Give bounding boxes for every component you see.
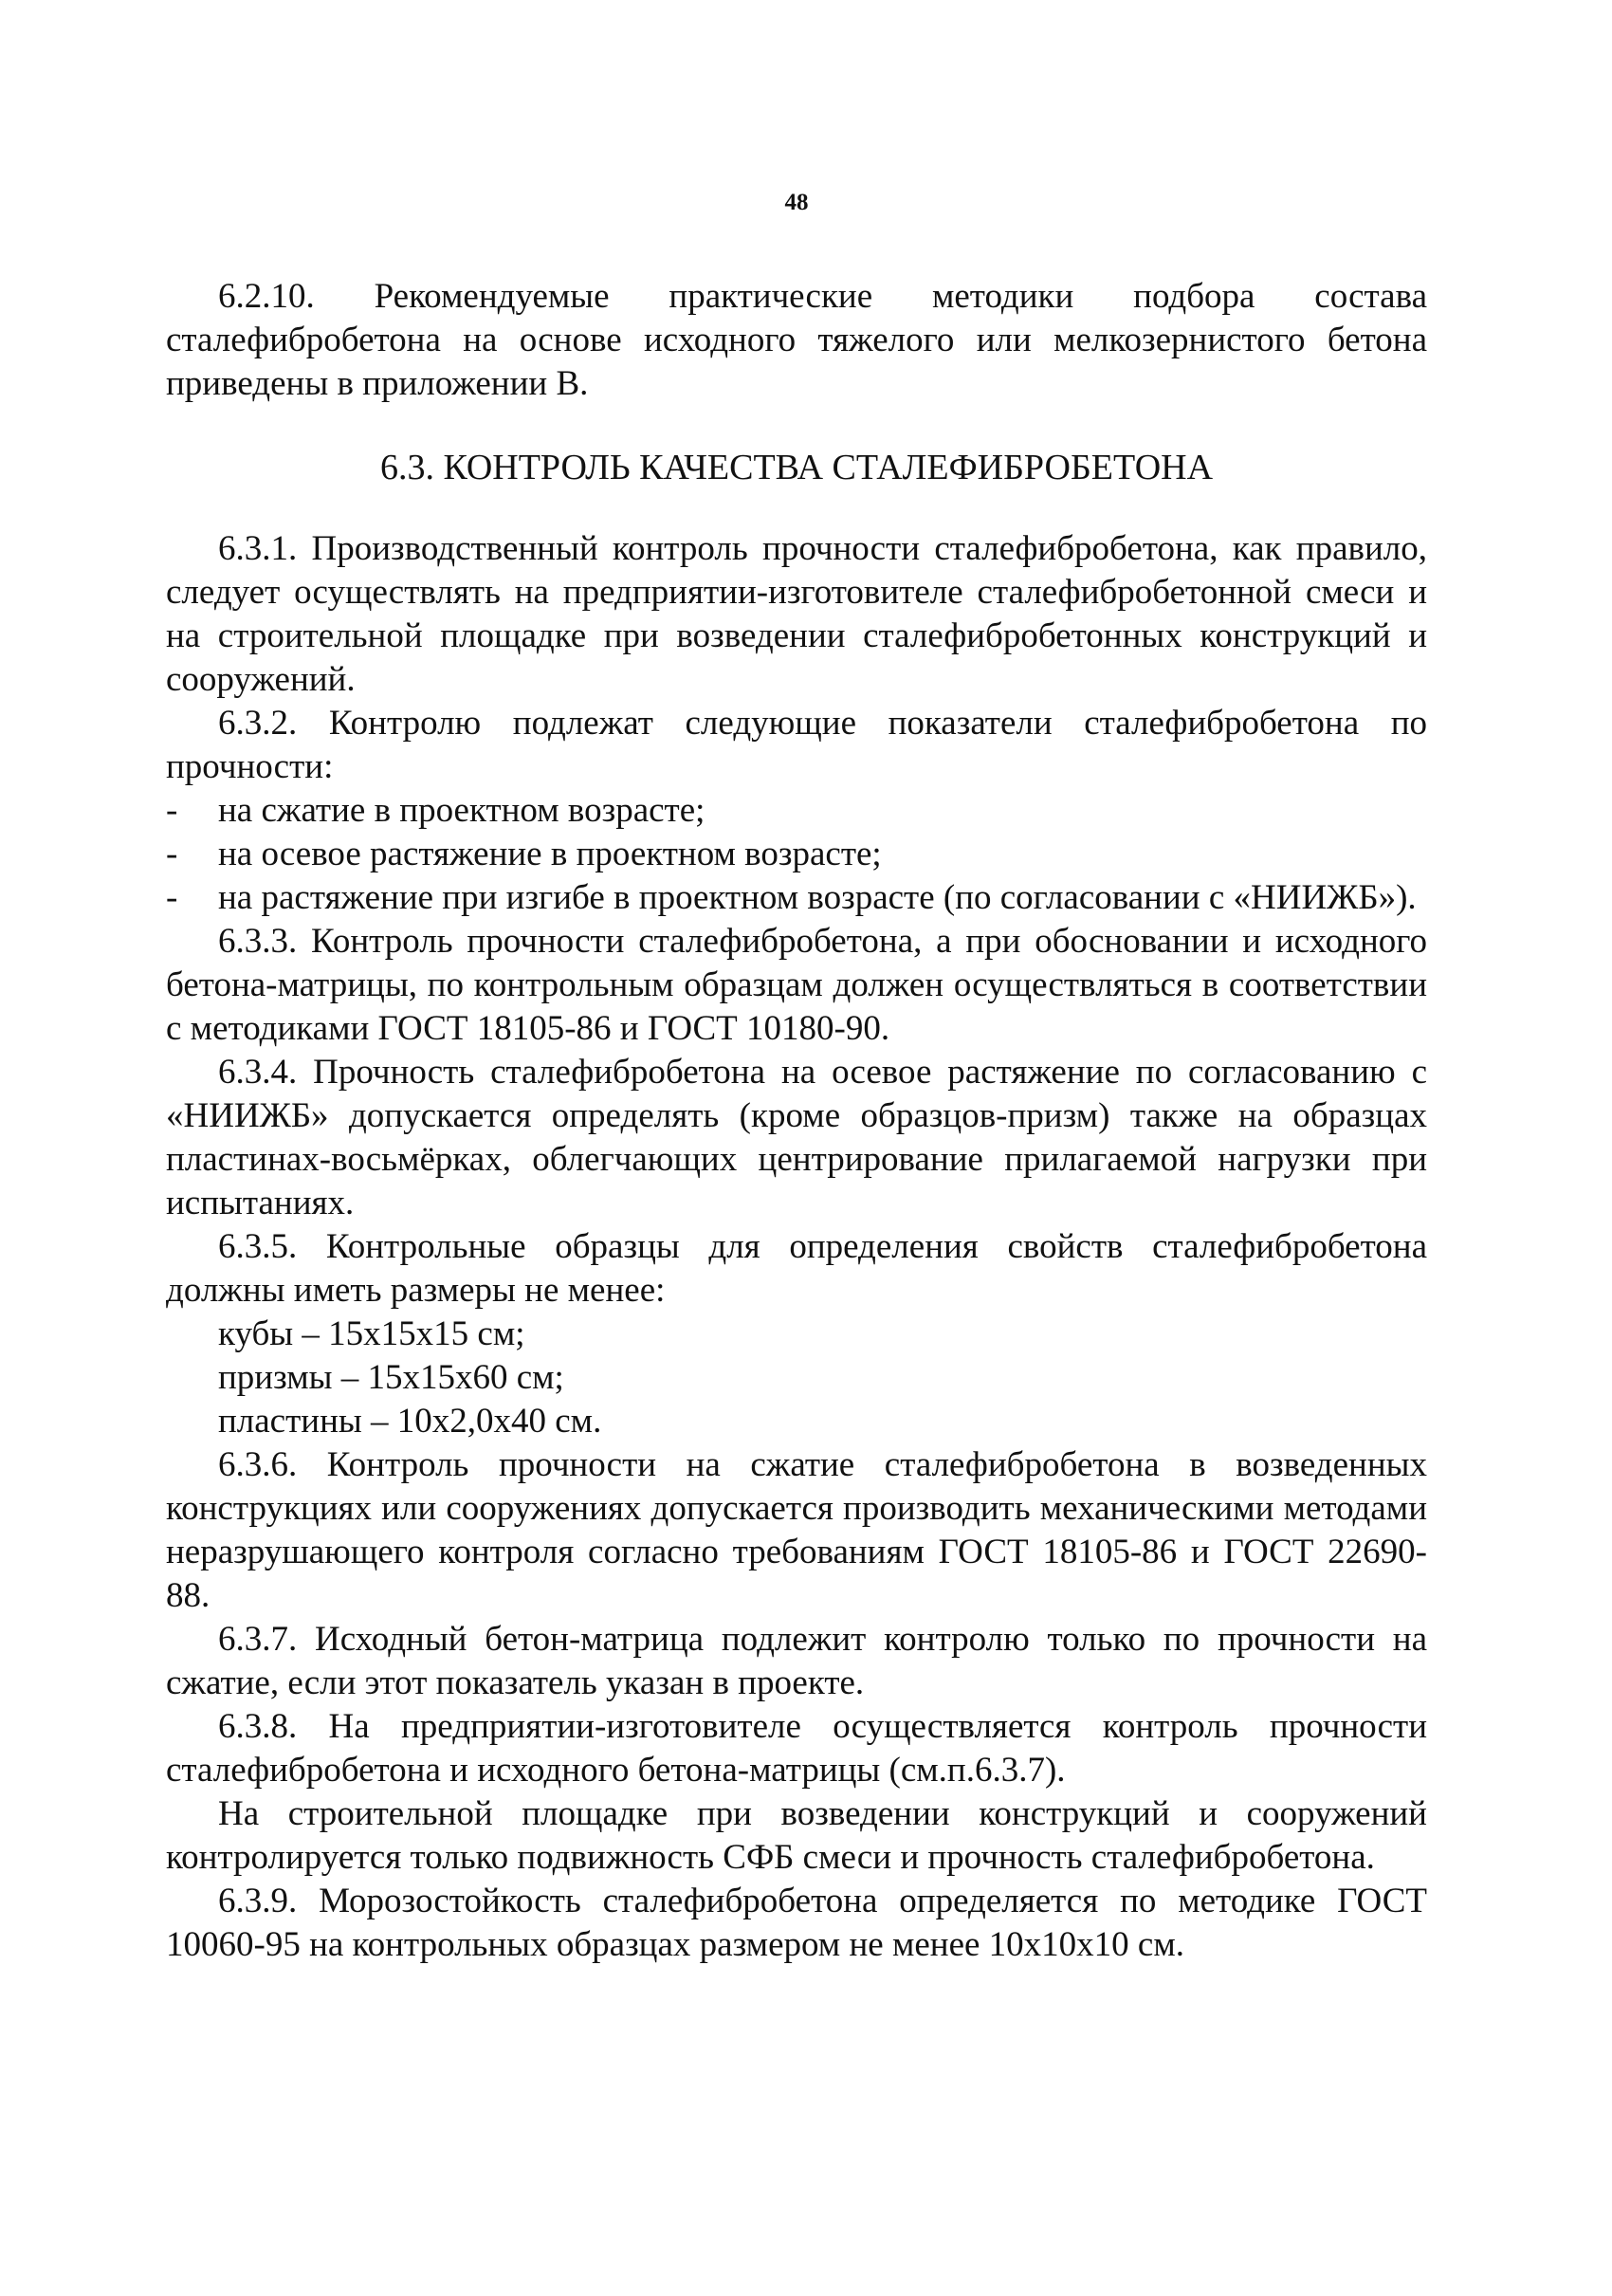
list-item: [166, 833, 1427, 876]
section-title: 6.3. КОНТРОЛЬ КАЧЕСТВА СТАЛЕФИБРОБЕТОНА: [379, 448, 1214, 487]
paragraph-6-3-5: 6.3.5. Контрольные образцы для определения свойств сталефибробетона должны иметь размеры не менее:: [166, 1227, 1427, 1310]
list-item-text: на сжатие в проектном возрасте;: [218, 791, 705, 830]
paragraph-6-3-8-continued: На строительной площадке при возведении конструкций и сооружений контролируется только подвижность СФБ смеси и прочность сталефибробетона.: [166, 1794, 1427, 1877]
paragraph-6-2-10: 6.2.10. Рекомендуемые практические методики подбора состава сталефибробетона на основе исходного тяжелого или мелкозернистого бетона приведены в приложении В.: [166, 277, 1427, 403]
paragraph-6-3-2: 6.3.2. Контролю подлежат следующие показатели сталефибробетона по прочности:: [166, 704, 1427, 786]
list-dash: -: [166, 791, 178, 830]
page-number: 48: [784, 190, 809, 215]
size-prisms: призмы – 15х15х60 см;: [218, 1358, 564, 1397]
document-page: [166, 0, 1427, 2296]
list-item: [166, 789, 1427, 833]
list-item-text: на осевое растяжение в проектном возрасте;: [218, 835, 882, 873]
paragraph-6-3-8: 6.3.8. На предприятии-изготовителе осуществляется контроль прочности сталефибробетона и исходного бетона-матрицы (см.п.6.3.7).: [166, 1707, 1427, 1790]
size-plates: пластины – 10х2,0х40 см.: [218, 1402, 602, 1441]
strength-indicators-list: [166, 789, 1427, 920]
paragraph-6-3-6: 6.3.6. Контроль прочности на сжатие сталефибробетона в возведенных конструкциях или сооружениях допускается производить механическими методами неразрушающего контроля согласно требованиям ГОСТ 18105-86 и ГОСТ 22690-88.: [166, 1445, 1427, 1615]
document-body: [166, 275, 1427, 1967]
paragraph-6-3-9: 6.3.9. Морозостойкость сталефибробетона определяется по методике ГОСТ 10060-95 на контрольных образцах размером не менее 10х10х10 см.: [166, 1882, 1427, 1964]
list-dash: -: [166, 835, 178, 873]
paragraph-6-3-4: 6.3.4. Прочность сталефибробетона на осевое растяжение по согласованию с «НИИЖБ» допускается определять (кроме образцов-призм) также на образцах пластинах-восьмёрках, облегчающих центрирование прилагаемой нагрузки при испытаниях.: [166, 1053, 1427, 1222]
size-cubes: кубы – 15х15х15 см;: [218, 1314, 525, 1353]
paragraph-6-3-7: 6.3.7. Исходный бетон-матрица подлежит контролю только по прочности на сжатие, если этот показатель указан в проекте.: [166, 1620, 1427, 1702]
paragraph-6-3-1: 6.3.1. Производственный контроль прочности сталефибробетона, как правило, следует осуществлять на предприятии-изготовителе сталефибробетонной смеси и на строительной площадке при возведении сталефибробетонных конструкций и сооружений.: [166, 529, 1427, 699]
list-item: [166, 876, 1427, 920]
paragraph-6-3-3: 6.3.3. Контроль прочности сталефибробетона, а при обосновании и исходного бетона-матрицы, по контрольным образцам должен осуществляться в соответствии с методиками ГОСТ 18105-86 и ГОСТ 10180-90.: [166, 922, 1427, 1048]
list-dash: -: [166, 878, 178, 917]
list-item-text: на растяжение при изгибе в проектном возрасте (по согласовании с «НИИЖБ»).: [218, 878, 1417, 917]
